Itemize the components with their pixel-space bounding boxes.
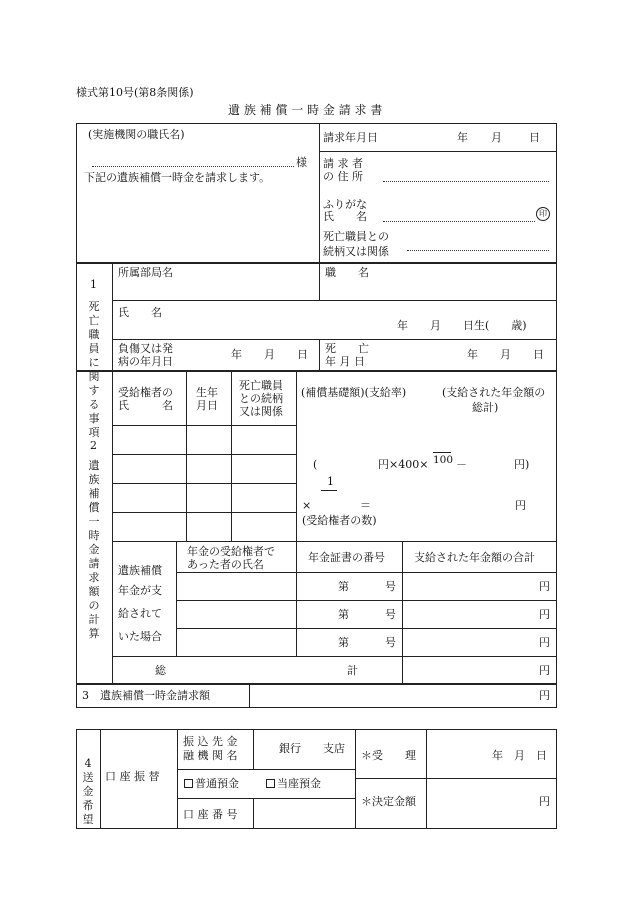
injury-date-label: 負傷又は発 xyxy=(118,342,173,355)
decided-amount-yen: 円 xyxy=(539,795,550,808)
pension-side-label: 遺族補償 xyxy=(118,564,162,577)
section-1-number: 1 xyxy=(90,278,97,291)
sama-text: 様 xyxy=(296,156,307,169)
received-label: ＊受 理 xyxy=(361,749,416,762)
calc-header: (補償基礎額)(支給率) xyxy=(301,386,407,399)
ordinary-deposit-label: 普通預金 xyxy=(195,777,239,790)
grand-total-yen: 円 xyxy=(539,664,550,677)
relation-field[interactable] xyxy=(407,250,549,251)
birth-date: 年 月 日生( 歳) xyxy=(397,319,527,332)
form-title: 遺 族 補 償 一 時 金 請 求 書 xyxy=(228,103,383,117)
post-label: 職 名 xyxy=(325,266,369,279)
ordinary-deposit-checkbox[interactable] xyxy=(184,779,193,788)
bank-branch: 銀行 支店 xyxy=(279,742,345,755)
col-beneficiary-name: 受給権者の xyxy=(118,386,173,399)
decided-amount-label: ＊決定金額 xyxy=(361,795,416,808)
request-statement: 下記の遺族補償一時金を請求します。 xyxy=(84,171,271,184)
section-4-side-label: 4送金希望 xyxy=(82,757,94,826)
calc-close: 円) xyxy=(514,458,530,471)
account-number-label: 口 座 番 号 xyxy=(183,808,238,821)
received-date: 年 月 日 xyxy=(492,749,547,762)
death-date: 年 月 日 xyxy=(467,348,544,361)
date-label: 請求年月日 xyxy=(323,131,378,144)
injury-date: 年 月 日 xyxy=(231,348,308,361)
form-number: 様式第10号(第8条関係) xyxy=(76,86,194,99)
col-cert-number: 年金証書の番号 xyxy=(308,551,385,564)
relation-label: 死亡職員との xyxy=(323,230,389,243)
seal-mark-icon: 印 xyxy=(536,207,550,221)
section-2-side-label: 遺族補償一時金請求額の計算 xyxy=(88,459,100,640)
section-3-yen: 円 xyxy=(539,689,550,702)
calc-denominator: 100 xyxy=(433,454,454,466)
calc-result-yen: 円 xyxy=(515,499,526,512)
account-transfer-label: 口 座 振 替 xyxy=(105,770,160,783)
col-pension-total: 支給された年金額の合計 xyxy=(414,551,535,564)
calc-one: 1 xyxy=(327,475,334,488)
claimant-name-label: 氏 名 xyxy=(323,210,367,223)
col-birth: 生年 xyxy=(196,386,218,399)
grand-total-label: 総 xyxy=(155,664,166,677)
col-relation: 死亡職員 xyxy=(239,379,283,392)
col-pension-holder: 年金の受給権者で xyxy=(187,545,275,558)
calc-formula: 円×400× xyxy=(378,458,429,471)
death-date-label: 死 亡 xyxy=(325,342,369,355)
current-deposit-label: 当座預金 xyxy=(277,777,321,790)
claimant-name-field[interactable] xyxy=(383,221,535,222)
top-block xyxy=(76,123,557,263)
section-2-number: 2 xyxy=(90,439,97,452)
dept-label: 所属部局名 xyxy=(118,266,173,279)
deceased-name-label: 氏 名 xyxy=(118,306,162,319)
agency-label: (実施機関の職氏名) xyxy=(88,128,185,141)
calc-open: ( xyxy=(313,458,318,471)
form-page: 様式第10号(第8条関係) 遺 族 補 償 一 時 金 請 求 書 (実施機関の職氏名) 様 下記の遺族補償一時金を請求します。 請求年月日 年 月 日 請 求 者 の 住 所 ふりがな 氏 名 印 死亡職員との 続柄又は関係 1 死亡職員に関する事項 所属部局名 職 名 氏 名 年 月 日生( 歳) 負傷又は発 病の年月日 年 月 日 死 亡 年 月 日 年 月 日 2 遺族補償一時金請求額の計算 受給権者の 氏 名 生年 月日 死亡職員 との続柄 又は関係 (補償基礎額)(支給率) (支給された年金額の 総計) ( 円×400× 100 － 円) 1 × ＝ 円 (受給権者の数) 遺族補償 年金が支 給されて いた場合 年金の受給権者で あった者の氏名 年金証書の番号 支給された年金額の合計 第 号 円 第 号 円 第 号 円 総 計 円 3 遺族補償一時金請求額 円 4送金希望 口 座 振 替 振 込 先 金 融 機 関 名 銀行 支店 普通預金 当座預金 口 座 番 号 ＊受 理 年 月 日 ＊決定金額 円 xyxy=(0,0,630,915)
furigana-label: ふりがな xyxy=(323,198,367,211)
section-1-side-label: 死亡職員に関する事項 xyxy=(88,300,100,439)
calc-count: (受給権者の数) xyxy=(302,514,377,527)
section-3-label: 3 遺族補償一時金請求額 xyxy=(82,689,210,702)
address-field[interactable] xyxy=(383,181,549,182)
agency-field[interactable] xyxy=(92,166,294,167)
current-deposit-checkbox[interactable] xyxy=(266,779,275,788)
address-label: 請 求 者 xyxy=(323,157,363,170)
bank-label: 振 込 先 金 xyxy=(183,735,238,748)
